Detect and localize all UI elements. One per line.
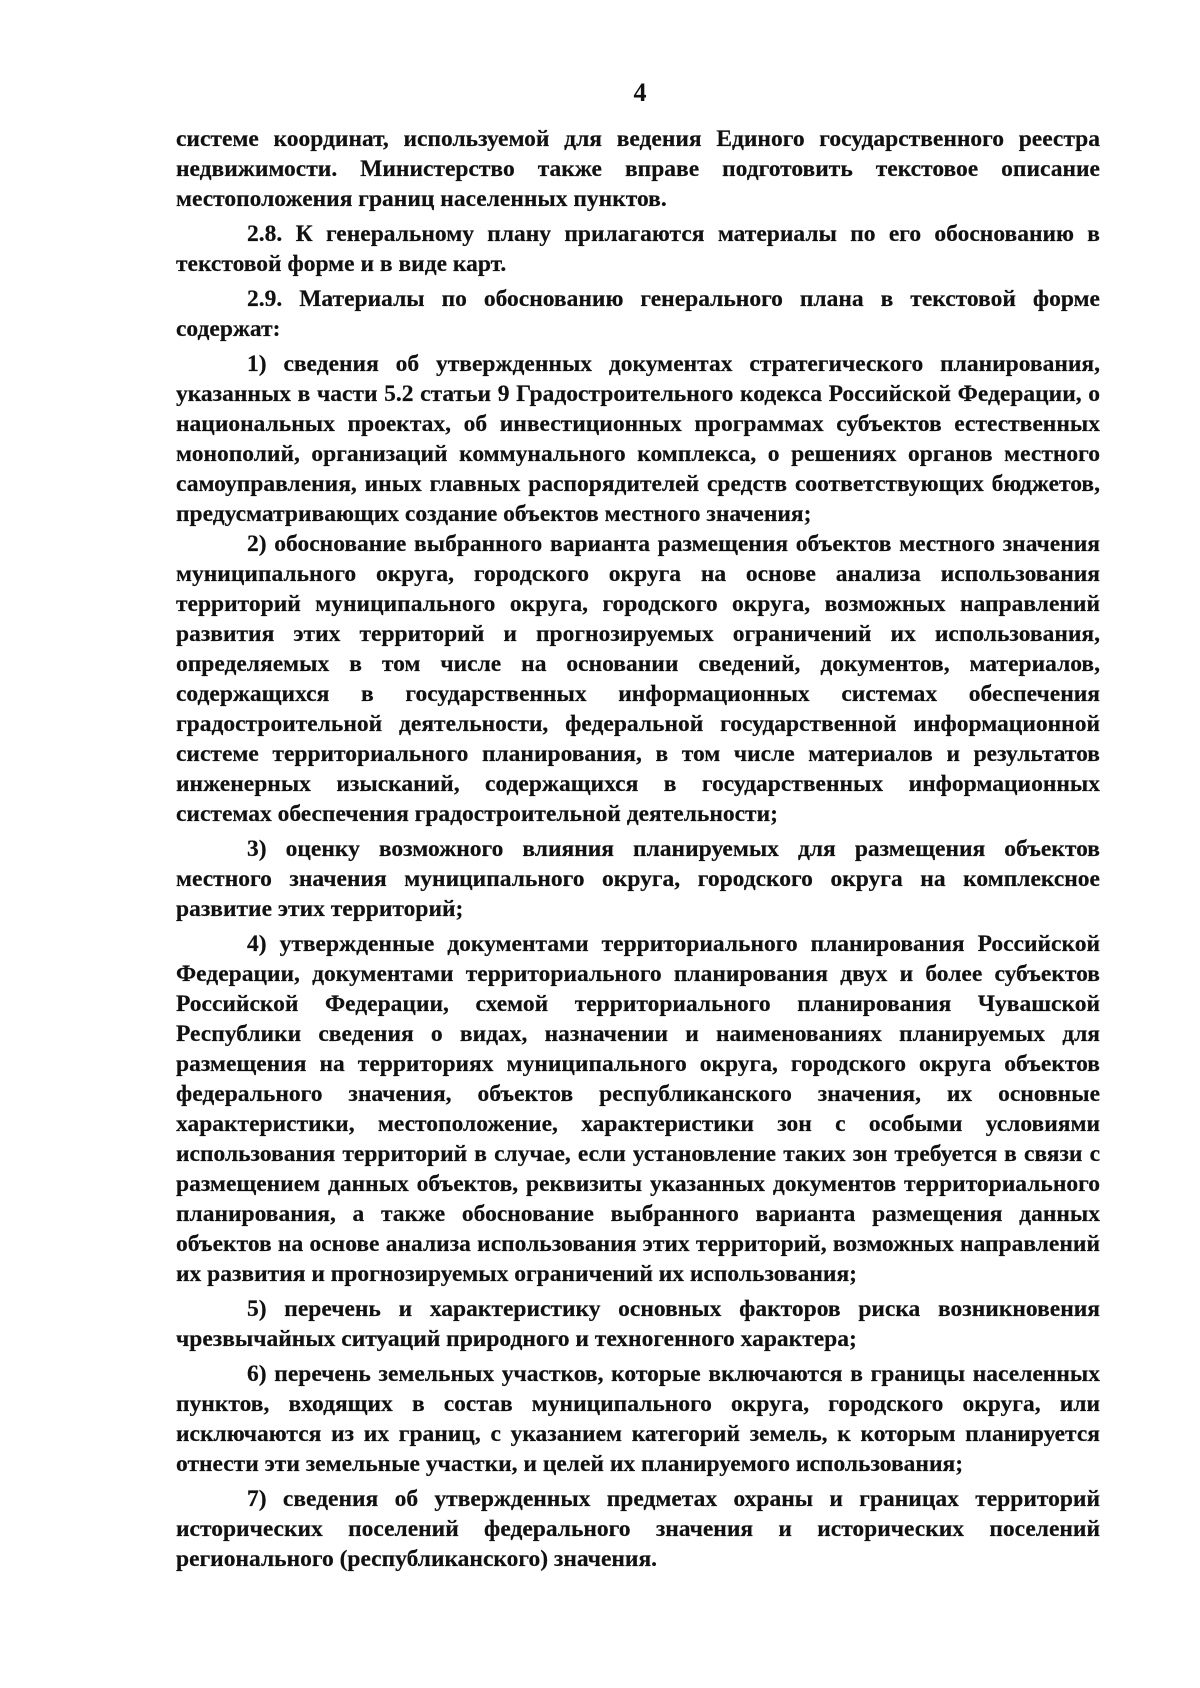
paragraph-continuation: системе координат, используемой для ведения Единого государственного реестра недвижимости. Министерство также вправе подготовить текстовое описание местоположения границ населенных пунктов. <box>176 126 1100 212</box>
paragraph-2-9: 2.9. Материалы по обоснованию генерального плана в текстовой форме содержат: <box>176 286 1100 342</box>
list-item-2: 2) обоснование выбранного варианта размещения объектов местного значения муниципального округа, городского округа на основе анализа использования территорий муниципального округа, городского округа, возможных направлений развития этих территорий и прогнозируемых ограничений их использования, определяемых в том числе на основании сведений, документов, материалов, содержащихся в государственных информационных системах обеспечения градостроительной деятельности, федеральной государственной информационной системе территориального планирования, в том числе материалов и результатов инженерных изысканий, содержащихся в государственных информационных системах обеспечения градостроительной деятельности; <box>176 531 1100 827</box>
list-item-4: 4) утвержденные документами территориального планирования Российской Федерации, документами территориального планирования двух и более субъектов Российской Федерации, схемой территориального планирования Чувашской Республики сведения о видах, назначении и наименованиях планируемых для размещения на территориях муниципального округа, городского округа объектов федерального значения, объектов республиканского значения, их основные характеристики, местоположение, характеристики зон с особыми условиями использования территорий в случае, если установление таких зон требуется в связи с размещением данных объектов, реквизиты указанных документов территориального планирования, а также обоснование выбранного варианта размещения данных объектов на основе анализа использования этих территорий, возможных направлений их развития и прогнозируемых ограничений их использования; <box>176 931 1100 1287</box>
list-item-1: 1) сведения об утвержденных документах стратегического планирования, указанных в части 5.2 статьи 9 Градостроительного кодекса Российской Федерации, о национальных проектах, об инвестиционных программах субъектов естественных монополий, организаций коммунального комплекса, о решениях органов местного самоуправления, иных главных распорядителей средств соответствующих бюджетов, предусматривающих создание объектов местного значения; <box>176 351 1100 527</box>
list-item-3: 3) оценку возможного влияния планируемых для размещения объектов местного значения муниципального округа, городского округа на комплексное развитие этих территорий; <box>176 836 1100 922</box>
list-item-6: 6) перечень земельных участков, которые включаются в границы населенных пунктов, входящих в состав муниципального округа, городского округа, или исключаются из их границ, с указанием категорий земель, к которым планируется отнести эти земельные участки, и целей их планируемого использования; <box>176 1361 1100 1477</box>
paragraph-2-8: 2.8. К генеральному плану прилагаются материалы по его обоснованию в текстовой форме и в виде карт. <box>176 221 1100 277</box>
list-item-5: 5) перечень и характеристику основных факторов риска возникновения чрезвычайных ситуаций природного и техногенного характера; <box>176 1296 1100 1352</box>
list-item-7: 7) сведения об утвержденных предметах охраны и границах территорий исторических поселений федерального значения и исторических поселений регионального (республиканского) значения. <box>176 1486 1100 1572</box>
document-body <box>176 124 1100 1574</box>
page-number: 4 <box>633 78 647 107</box>
